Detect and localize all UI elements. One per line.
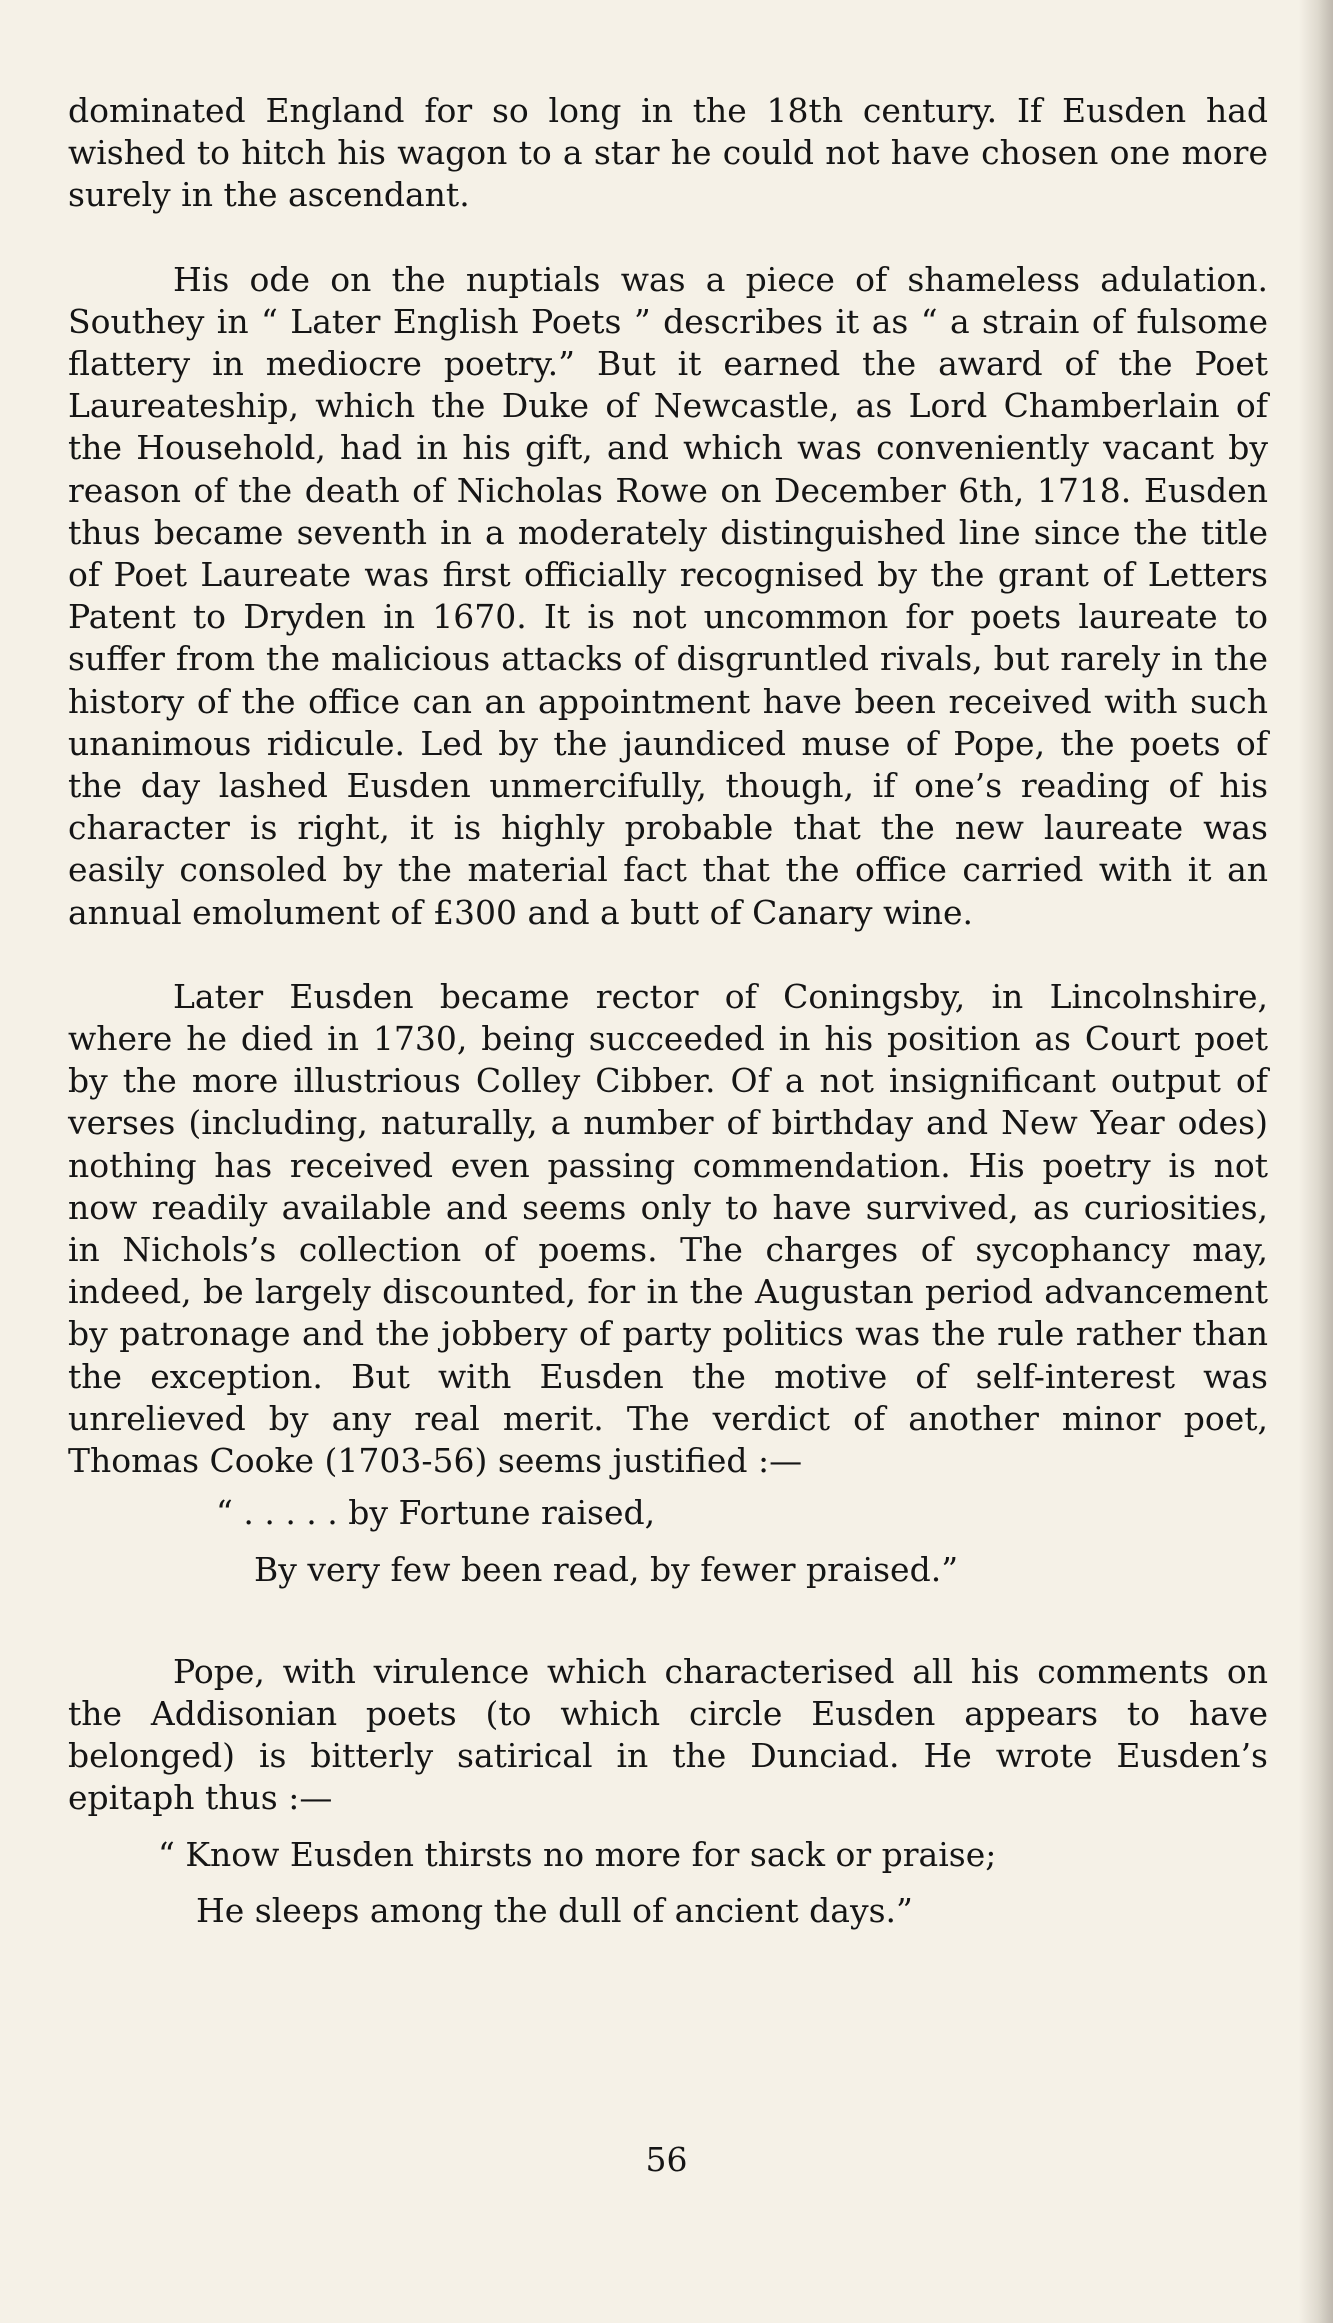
body-text (68, 90, 1268, 1932)
pope-epitaph-line-1: “ Know Eusden thirsts no more for sack or praise; (158, 1834, 997, 1874)
paragraph-ode-nuptials: His ode on the nuptials was a piece of shameless adulation. Southey in “ Later English Poets ” describes it as “ a strain of fulsome flattery in mediocre poetry.” But it earned the award of the Poet Laureateship, which the Duke of Newcastle, as Lord Chamberlain of the Household, had in his gift, and which was conveniently vacant by reason of the death of Nicholas Rowe on December 6th, 1718. Eusden thus became seventh in a moderately distinguished line since the title of Poet Laureate was first officially recognised by the grant of Letters Patent to Dryden in 1670. It is not uncommon for poets laureate to suffer from the malicious attacks of disgruntled rivals, but rarely in the history of the office can an appointment have been received with such unanimous ridicule. Led by the jaundiced muse of Pope, the poets of the day lashed Eusden unmercifully, though, if one’s reading of his character is right, it is highly probable that the new laureate was easily consoled by the material fact that the office carried with it an annual emolument of £300 and a butt of Canary wine. (68, 259, 1268, 932)
pope-epitaph-line-2: He sleeps among the dull of ancient days.” (196, 1890, 913, 1930)
cooke-verse-line-1: “ . . . . . by Fortune raised, (216, 1493, 656, 1533)
page-number: 56 (645, 2140, 688, 2179)
paragraph-continuation: dominated England for so long in the 18th century. If Eusden had wished to hitch his wagon to a star he could not have chosen one more surely in the ascendant. (68, 91, 1268, 215)
paragraph-coningsby: Later Eusden became rector of Coningsby, in Lincolnshire, where he died in 1730, being succeeded in his position as Court poet by the more illustrious Colley Cibber. Of a not insignificant output of verses (including, naturally, a number of birthday and New Year odes) nothing has received even passing commendation. His poetry is not now readily available and seems only to have survived, as curiosities, in Nichols’s collection of poems. The charges of sycophancy may, indeed, be largely discounted, for in the Augustan period advancement by patronage and the jobbery of party politics was the rule rather than the exception. But with Eusden the motive of self-interest was unrelieved by any real merit. The verdict of another minor poet, Thomas Cooke (1703-56) seems justified :— (68, 976, 1268, 1481)
cooke-verse-line-2: By very few been read, by fewer praised.” (254, 1549, 959, 1589)
paragraph-pope-dunciad: Pope, with virulence which characterised all his comments on the Addisonian poets (to which circle Eusden appears to have belonged) is bitterly satirical in the Dunciad. He wrote Eusden’s epitaph thus :— (68, 1651, 1268, 1818)
page-edge-shadow (1299, 0, 1333, 2323)
